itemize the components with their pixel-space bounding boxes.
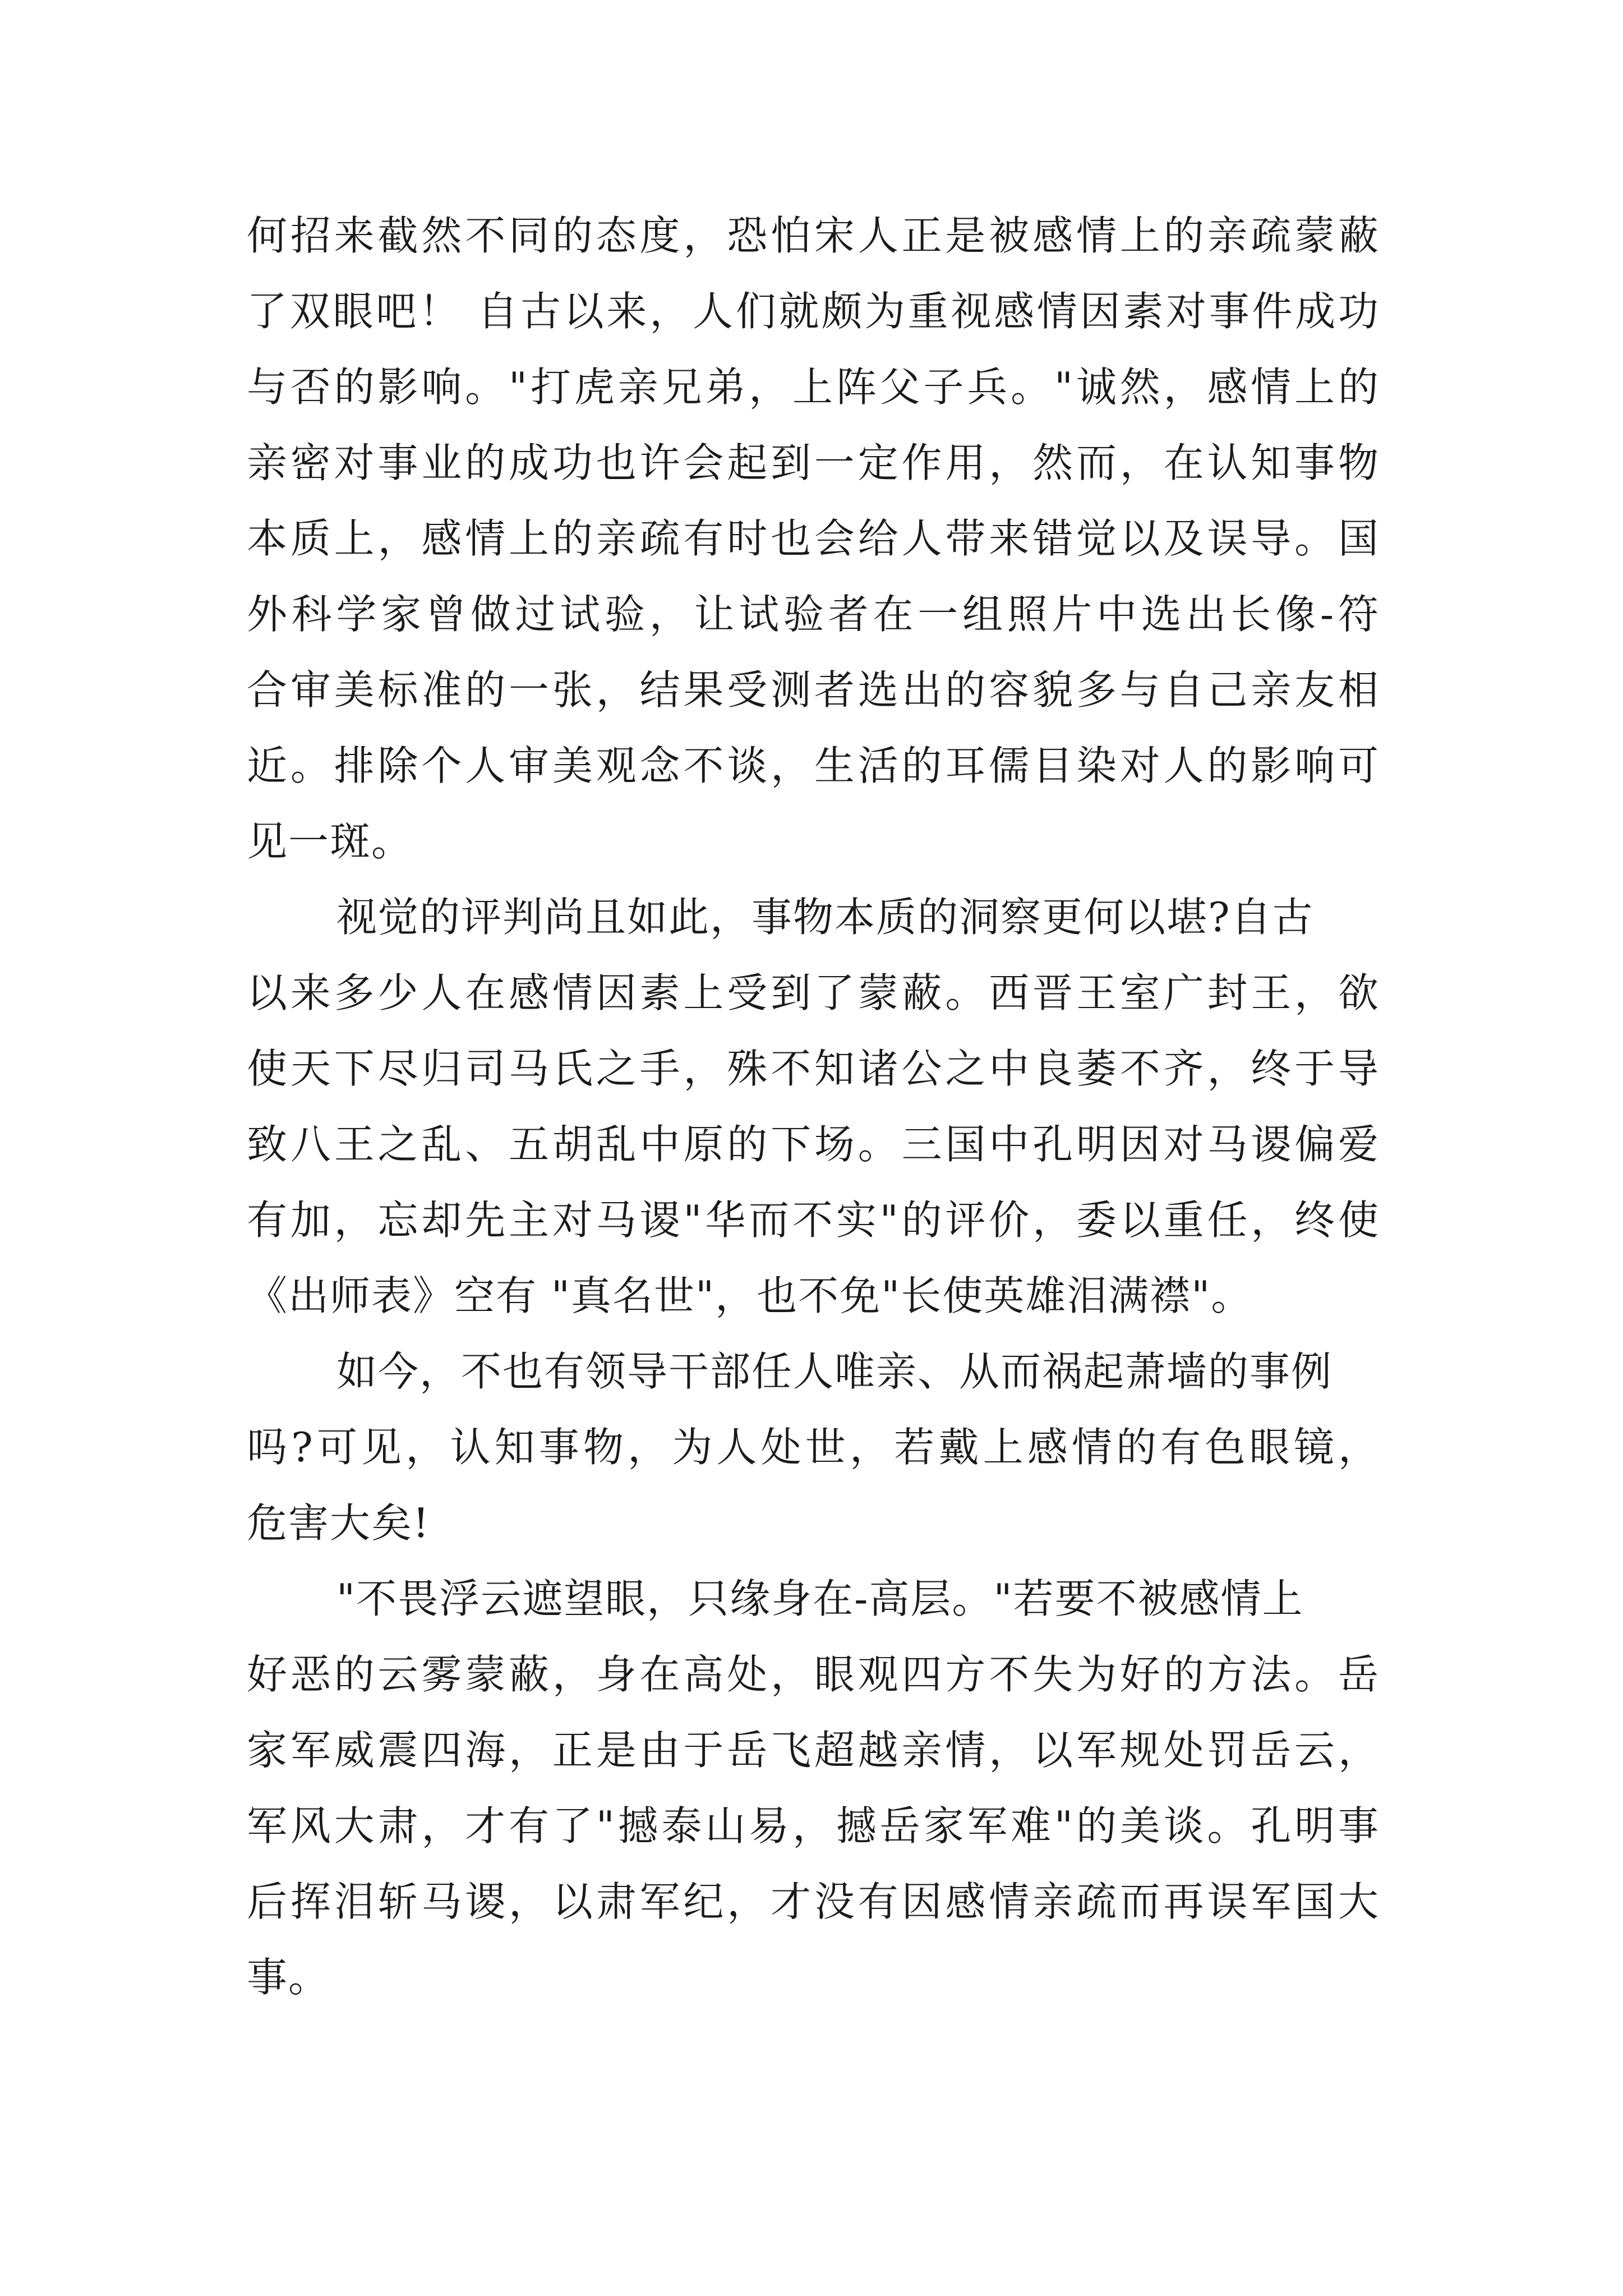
paragraph-1-line-6: 外科学家曾做过试验，让试验者在一组照片中选出长像-符: [247, 591, 1380, 638]
paragraph-2-line-2: 以来多少人在感情因素上受到了蒙蔽。西晋王室广封王，欲: [247, 969, 1380, 1016]
paragraph-2-line-1: 视觉的评判尚且如此，事物本质的洞察更何以堪?自古: [336, 894, 1314, 941]
paragraph-4-line-1: "不畏浮云遮望眼，只缘身在-高层。"若要不被感情上: [336, 1575, 1304, 1622]
paragraph-3-line-1: 如今，不也有领导干部任人唯亲、从而祸起萧墙的事例: [336, 1348, 1333, 1395]
paragraph-4-line-5: 后挥泪斩马谡，以肃军纪，才没有因感情亲疏而再误军国大: [247, 1878, 1380, 1925]
paragraph-4-line-6: 事。: [247, 1954, 330, 2001]
paragraph-1-line-2: 了双眼吧！ 自古以来，人们就颇为重视感情因素对事件成功: [247, 288, 1380, 335]
paragraph-1-line-9: 见一斑。: [247, 818, 413, 865]
paragraph-1-line-5: 本质上，感情上的亲疏有时也会给人带来错觉以及误导。国: [247, 515, 1380, 562]
paragraph-1-line-4: 亲密对事业的成功也许会起到一定作用，然而，在认知事物: [247, 439, 1380, 486]
paragraph-2-line-4: 致八王之乱、五胡乱中原的下场。三国中孔明因对马谡偏爱: [247, 1121, 1380, 1168]
paragraph-2-line-5: 有加，忘却先主对马谡"华而不实"的评价，委以重任，终使: [247, 1197, 1380, 1244]
paragraph-1-line-1: 何招来截然不同的态度，恐怕宋人正是被感情上的亲疏蒙蔽: [247, 212, 1380, 259]
paragraph-4-line-4: 军风大肃，才有了"撼泰山易，撼岳家军难"的美谈。孔明事: [247, 1802, 1380, 1849]
paragraph-4-line-2: 好恶的云雾蒙蔽，身在高处，眼观四方不失为好的方法。岳: [247, 1651, 1380, 1698]
paragraph-4-line-3: 家军威震四海，正是由于岳飞超越亲情，以军规处罚岳云，: [247, 1727, 1380, 1774]
paragraph-1-line-3: 与否的影响。"打虎亲兄弟，上阵父子兵。"诚然，感情上的: [247, 364, 1380, 411]
paragraph-3-line-2: 吗?可见，认知事物，为人处世，若戴上感情的有色眼镜，: [247, 1424, 1380, 1471]
paragraph-1-line-8: 近。排除个人审美观念不谈，生活的耳儒目染对人的影响可: [247, 742, 1380, 789]
paragraph-3-line-3: 危害大矣!: [247, 1499, 430, 1547]
paragraph-2-line-3: 使天下尽归司马氏之手，殊不知诸公之中良萎不齐，终于导: [247, 1045, 1380, 1092]
paragraph-2-line-6: 《出师表》空有 "真名世"，也不免"长使英雄泪满襟"。: [247, 1272, 1253, 1319]
paragraph-1-line-7: 合审美标准的一张，结果受测者选出的容貌多与自己亲友相: [247, 666, 1380, 714]
